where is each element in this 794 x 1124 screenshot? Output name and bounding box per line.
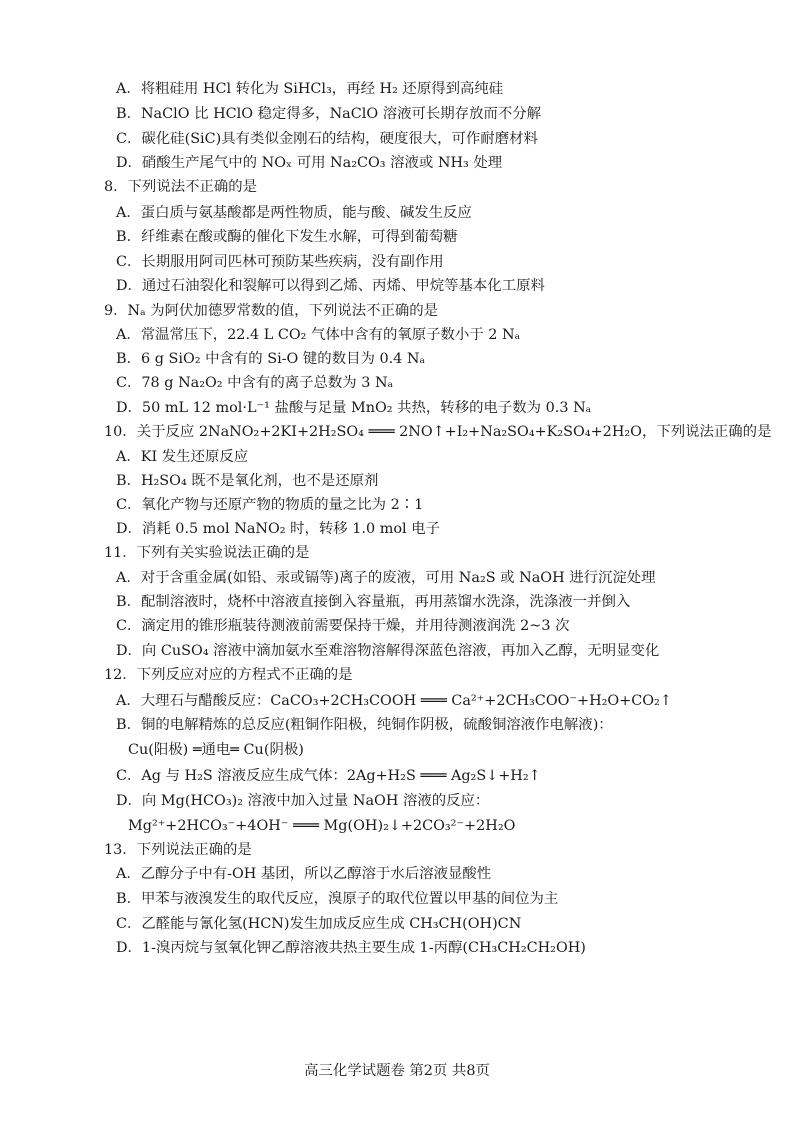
answer-option: B．H₂SO₄ 既不是氧化剂，也不是还原剂 bbox=[116, 473, 379, 489]
question-stem: 9．Nₐ 为阿伏加德罗常数的值，下列说法不正确的是 bbox=[104, 303, 439, 319]
answer-option: C．Ag 与 H₂S 溶液反应生成气体：2Ag+H₂S ═══ Ag₂S↓+H₂↑ bbox=[116, 768, 541, 784]
answer-option: A．大理石与醋酸反应：CaCO₃+2CH₃COOH ═══ Ca²⁺+2CH₃COO⁻+H₂O+CO₂↑ bbox=[116, 693, 672, 709]
answer-option: D．消耗 0.5 mol NaNO₂ 时，转移 1.0 mol 电子 bbox=[116, 521, 441, 537]
answer-option: B．配制溶液时，烧杯中溶液直接倒入容量瓶，再用蒸馏水洗涤，洗涤液一并倒入 bbox=[116, 594, 631, 610]
answer-option: A．将粗硅用 HCl 转化为 SiHCl₃，再经 H₂ 还原得到高纯硅 bbox=[116, 81, 504, 97]
answer-option: C．78 g Na₂O₂ 中含有的离子总数为 3 Nₐ bbox=[116, 375, 394, 391]
answer-option: B．铜的电解精炼的总反应(粗铜作阳极，纯铜作阴极，硫酸铜溶液作电解液)： bbox=[116, 717, 613, 733]
answer-option: C．长期服用阿司匹林可预防某些疾病，没有副作用 bbox=[116, 254, 444, 270]
answer-option: A．对于含重金属(如铅、汞或镉等)离子的废液，可用 Na₂S 或 NaOH 进行沉淀处理 bbox=[116, 570, 656, 586]
answer-option: B．甲苯与液溴发生的取代反应，溴原子的取代位置以甲基的间位为主 bbox=[116, 891, 559, 907]
page-footer: 高三化学试题卷 第2页 共8页 bbox=[304, 1063, 490, 1079]
answer-option: D．硝酸生产尾气中的 NOₓ 可用 Na₂CO₃ 溶液或 NH₃ 处理 bbox=[116, 155, 503, 171]
equation-line: Cu(阳极) ═通电═ Cu(阴极) bbox=[128, 742, 304, 758]
question-stem: 10．关于反应 2NaNO₂+2KI+2H₂SO₄ ═══ 2NO↑+I₂+Na₂SO₄+K₂SO₄+2H₂O，下列说法正确的是 bbox=[104, 424, 772, 440]
answer-option: D．向 CuSO₄ 溶液中滴加氨水至难溶物溶解得深蓝色溶液，再加入乙醇，无明显变化 bbox=[116, 643, 660, 659]
answer-option: D．通过石油裂化和裂解可以得到乙烯、丙烯、甲烷等基本化工原料 bbox=[116, 278, 545, 294]
answer-option: A．蛋白质与氨基酸都是两性物质，能与酸、碱发生反应 bbox=[116, 205, 472, 221]
answer-option: C．乙醛能与氰化氢(HCN)发生加成反应生成 CH₃CH(OH)CN bbox=[116, 916, 522, 932]
question-stem: 13．下列说法正确的是 bbox=[104, 842, 252, 858]
question-stem: 11．下列有关实验说法正确的是 bbox=[104, 545, 310, 561]
answer-option: C．碳化硅(SiC)具有类似金刚石的结构，硬度很大，可作耐磨材料 bbox=[116, 131, 538, 147]
answer-option: C．滴定用的锥形瓶装待测液前需要保持干燥，并用待测液润洗 2~3 次 bbox=[116, 618, 570, 634]
equation-line: Mg²⁺+2HCO₃⁻+4OH⁻ ═══ Mg(OH)₂↓+2CO₃²⁻+2H₂O bbox=[128, 818, 516, 834]
answer-option: B．NaClO 比 HClO 稳定得多，NaClO 溶液可长期存放而不分解 bbox=[116, 106, 542, 122]
answer-option: A．常温常压下，22.4 L CO₂ 气体中含有的氧原子数小于 2 Nₐ bbox=[116, 327, 521, 343]
answer-option: D．向 Mg(HCO₃)₂ 溶液中加入过量 NaOH 溶液的反应： bbox=[116, 793, 490, 809]
question-stem: 12．下列反应对应的方程式不正确的是 bbox=[104, 667, 353, 683]
answer-option: B．6 g SiO₂ 中含有的 Si-O 键的数目为 0.4 Nₐ bbox=[116, 351, 426, 367]
answer-option: C．氧化产物与还原产物的物质的量之比为 2∶1 bbox=[116, 497, 424, 513]
question-stem: 8．下列说法不正确的是 bbox=[104, 179, 258, 195]
answer-option: B．纤维素在酸或酶的催化下发生水解，可得到葡萄糖 bbox=[116, 229, 458, 245]
answer-option: D．1-溴丙烷与氢氧化钾乙醇溶液共热主要生成 1-丙醇(CH₃CH₂CH₂OH) bbox=[116, 940, 586, 956]
answer-option: A．乙醇分子中有-OH 基团，所以乙醇溶于水后溶液显酸性 bbox=[116, 866, 492, 882]
answer-option: D．50 mL 12 mol·L⁻¹ 盐酸与足量 MnO₂ 共热，转移的电子数为 0.3 Nₐ bbox=[116, 400, 592, 416]
answer-option: A．KI 发生还原反应 bbox=[116, 449, 249, 465]
